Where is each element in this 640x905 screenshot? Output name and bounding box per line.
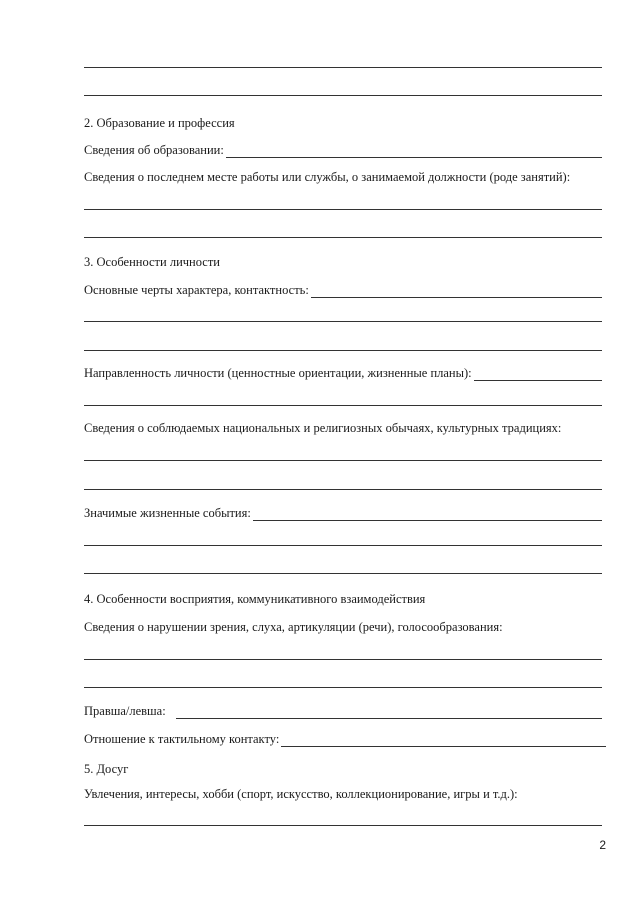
traditions-field[interactable] xyxy=(84,460,602,461)
character-row xyxy=(84,282,602,298)
handedness-label: Правша/левша: xyxy=(84,704,166,718)
education-label: Сведения об образовании: xyxy=(84,143,224,157)
traditions-label: Сведения о соблюдаемых национальных и религиозных обычаях, культурных традициях: xyxy=(84,421,562,435)
handedness-field[interactable] xyxy=(176,706,602,719)
orientation-field[interactable] xyxy=(84,405,602,406)
orientation-label: Направленность личности (ценностные ориентации, жизненные планы): xyxy=(84,366,472,380)
orientation-row xyxy=(84,365,602,381)
section-2-heading: 2. Образование и профессия xyxy=(84,116,235,130)
character-label: Основные черты характера, контактность: xyxy=(84,283,309,297)
handedness-row xyxy=(84,703,602,719)
events-field[interactable] xyxy=(84,573,602,574)
work-label: Сведения о последнем месте работы или службы, о занимаемой должности (роде занятий): xyxy=(84,170,571,184)
tactile-row xyxy=(84,731,606,747)
impairment-label: Сведения о нарушении зрения, слуха, артикуляции (речи), голосообразования: xyxy=(84,620,503,634)
page-number: 2 xyxy=(599,838,606,852)
orientation-field[interactable] xyxy=(474,368,602,381)
events-row xyxy=(84,505,602,521)
impairment-field[interactable] xyxy=(84,687,602,688)
character-field[interactable] xyxy=(84,321,602,322)
traditions-field[interactable] xyxy=(84,489,602,490)
character-field[interactable] xyxy=(84,350,602,351)
events-label: Значимые жизненные события: xyxy=(84,506,251,520)
section-3-heading: 3. Особенности личности xyxy=(84,255,220,269)
work-field[interactable] xyxy=(84,237,602,238)
section-5-heading: 5. Досуг xyxy=(84,762,129,776)
character-field[interactable] xyxy=(311,285,602,298)
impairment-field[interactable] xyxy=(84,659,602,660)
work-field[interactable] xyxy=(84,209,602,210)
tactile-field[interactable] xyxy=(281,734,606,747)
blank-line[interactable] xyxy=(84,95,602,96)
education-field[interactable] xyxy=(226,145,602,158)
section-4-heading: 4. Особенности восприятия, коммуникативного взаимодействия xyxy=(84,592,426,606)
hobbies-label: Увлечения, интересы, хобби (спорт, искусство, коллекционирование, игры и т.д.): xyxy=(84,787,518,801)
events-field[interactable] xyxy=(84,545,602,546)
tactile-label: Отношение к тактильному контакту: xyxy=(84,732,280,746)
blank-line[interactable] xyxy=(84,67,602,68)
hobbies-field[interactable] xyxy=(84,825,602,826)
events-field[interactable] xyxy=(253,508,602,521)
education-row xyxy=(84,142,602,158)
